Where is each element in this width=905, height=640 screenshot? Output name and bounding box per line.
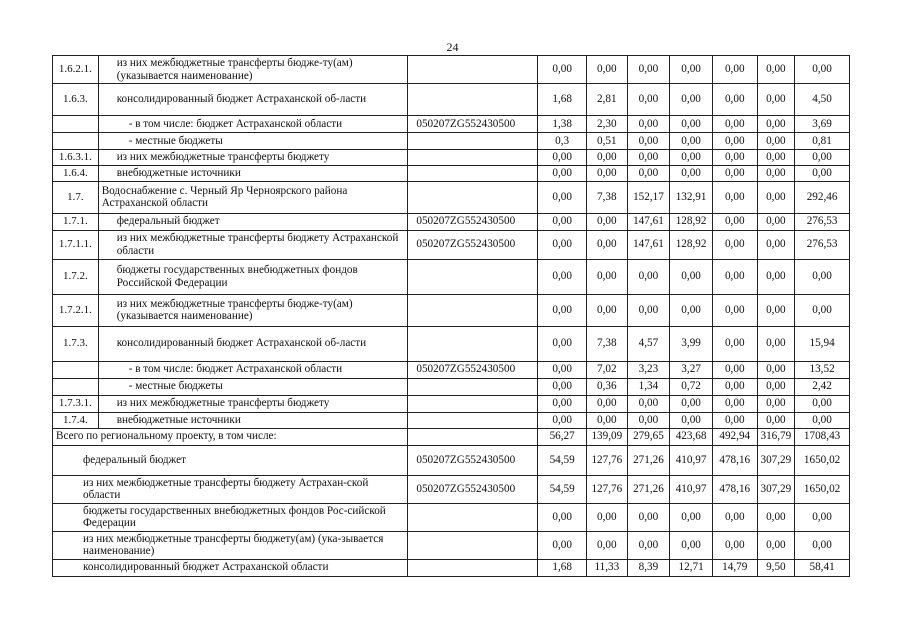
value-cell: 3,23 — [627, 361, 670, 378]
row-number: 1.7.4. — [53, 412, 99, 428]
value-cell: 0,00 — [757, 531, 795, 559]
table-row — [53, 165, 850, 181]
row-number: 1.7.2. — [53, 259, 99, 294]
value-cell: 56,27 — [538, 428, 587, 445]
value-cell: 0,00 — [538, 181, 587, 213]
value-cell: 7,38 — [587, 181, 628, 213]
value-cell: 127,76 — [587, 445, 628, 475]
row-name: - в том числе: бюджет Астраханской области — [98, 361, 408, 378]
total-row — [53, 475, 850, 503]
value-cell: 0,00 — [712, 181, 757, 213]
value-cell: 4,50 — [795, 84, 850, 116]
value-cell: 0,00 — [538, 56, 587, 84]
value-cell: 492,94 — [712, 428, 757, 445]
value-cell: 0,00 — [757, 412, 795, 428]
value-cell: 0,00 — [712, 133, 757, 150]
budget-code — [408, 395, 538, 412]
row-name: внебюджетные источники — [98, 165, 408, 181]
value-cell: 139,09 — [587, 428, 628, 445]
value-cell: 54,59 — [538, 475, 587, 503]
value-cell: 0,00 — [795, 531, 850, 559]
page-number: 24 — [446, 40, 459, 54]
value-cell: 410,97 — [670, 475, 713, 503]
budget-code: 050207ZG552430500 — [408, 361, 538, 378]
budget-code: 050207ZG552430500 — [408, 213, 538, 230]
value-cell: 0,00 — [795, 412, 850, 428]
value-cell: 0,00 — [757, 213, 795, 230]
budget-code: 050207ZG552430500 — [408, 230, 538, 259]
value-cell: 0,00 — [795, 259, 850, 294]
table-row — [53, 259, 850, 294]
row-name: федеральный бюджет — [98, 213, 408, 230]
budget-code: 050207ZG552430500 — [408, 445, 538, 475]
value-cell: 0,00 — [757, 378, 795, 395]
value-cell: 13,52 — [795, 361, 850, 378]
table-row — [53, 213, 850, 230]
row-name: из них межбюджетные трансферты бюджету — [98, 150, 408, 166]
table-row — [53, 133, 850, 150]
value-cell: 0,00 — [627, 165, 670, 181]
value-cell: 0,00 — [757, 259, 795, 294]
value-cell: 0,00 — [670, 503, 713, 531]
row-name: из них межбюджетные трансферты бюджету Астраханской области — [98, 230, 408, 259]
value-cell: 0,00 — [670, 150, 713, 166]
value-cell: 276,53 — [795, 230, 850, 259]
value-cell: 0,00 — [587, 412, 628, 428]
value-cell: 0,00 — [712, 503, 757, 531]
value-cell: 11,33 — [587, 559, 628, 576]
value-cell: 0,00 — [587, 56, 628, 84]
value-cell: 7,02 — [587, 361, 628, 378]
value-cell: 0,00 — [712, 294, 757, 326]
total-row — [53, 559, 850, 576]
value-cell: 54,59 — [538, 445, 587, 475]
value-cell: 1650,02 — [795, 475, 850, 503]
value-cell: 0,00 — [538, 378, 587, 395]
value-cell: 0,00 — [538, 361, 587, 378]
total-name: бюджеты государственных внебюджетных фондов Рос-сийской Федерации — [53, 503, 408, 531]
value-cell: 0,00 — [757, 133, 795, 150]
table-row — [53, 326, 850, 361]
value-cell: 0,72 — [670, 378, 713, 395]
value-cell: 1,38 — [538, 116, 587, 133]
value-cell: 0,00 — [795, 294, 850, 326]
total-name: консолидированный бюджет Астраханской области — [53, 559, 408, 576]
value-cell: 271,26 — [627, 445, 670, 475]
budget-code — [408, 412, 538, 428]
value-cell: 0,00 — [538, 165, 587, 181]
table-row — [53, 361, 850, 378]
value-cell: 0,00 — [670, 56, 713, 84]
value-cell: 1708,43 — [795, 428, 850, 445]
value-cell: 0,00 — [627, 531, 670, 559]
value-cell: 423,68 — [670, 428, 713, 445]
value-cell: 3,69 — [795, 116, 850, 133]
value-cell: 2,81 — [587, 84, 628, 116]
table-row — [53, 84, 850, 116]
value-cell: 0,00 — [670, 84, 713, 116]
total-row — [53, 531, 850, 559]
value-cell: 0,00 — [627, 56, 670, 84]
table-row — [53, 56, 850, 84]
budget-code — [408, 378, 538, 395]
row-number: 1.7.3. — [53, 326, 99, 361]
budget-code — [408, 294, 538, 326]
value-cell: 1,68 — [538, 559, 587, 576]
value-cell: 0,00 — [627, 259, 670, 294]
value-cell: 0,00 — [712, 230, 757, 259]
row-name: - местные бюджеты — [98, 133, 408, 150]
value-cell: 316,79 — [757, 428, 795, 445]
value-cell: 0,00 — [538, 503, 587, 531]
value-cell: 58,41 — [795, 559, 850, 576]
value-cell: 0,00 — [712, 395, 757, 412]
budget-code — [408, 326, 538, 361]
value-cell: 0,00 — [670, 133, 713, 150]
value-cell: 147,61 — [627, 230, 670, 259]
table-row — [53, 378, 850, 395]
budget-code — [408, 503, 538, 531]
value-cell: 0,00 — [757, 116, 795, 133]
value-cell: 0,00 — [712, 84, 757, 116]
value-cell: 8,39 — [627, 559, 670, 576]
budget-code — [408, 56, 538, 84]
value-cell: 0,00 — [712, 378, 757, 395]
value-cell: 0,00 — [757, 56, 795, 84]
value-cell: 2,42 — [795, 378, 850, 395]
value-cell: 478,16 — [712, 445, 757, 475]
value-cell: 0,00 — [587, 230, 628, 259]
row-name: из них межбюджетные трансферты бюджету — [98, 395, 408, 412]
value-cell: 132,91 — [670, 181, 713, 213]
row-number — [53, 361, 99, 378]
value-cell: 0,00 — [712, 361, 757, 378]
total-name: из них межбюджетные трансферты бюджету(ам) (ука-зывается наименование) — [53, 531, 408, 559]
value-cell: 0,00 — [538, 294, 587, 326]
value-cell: 3,27 — [670, 361, 713, 378]
value-cell: 0,00 — [538, 150, 587, 166]
table-row — [53, 230, 850, 259]
value-cell: 0,00 — [757, 361, 795, 378]
table-row — [53, 116, 850, 133]
budget-code: 050207ZG552430500 — [408, 116, 538, 133]
value-cell: 0,00 — [670, 294, 713, 326]
total-row — [53, 445, 850, 475]
value-cell: 0,00 — [538, 395, 587, 412]
total-row — [53, 428, 850, 445]
value-cell: 0,00 — [670, 395, 713, 412]
value-cell: 0,00 — [757, 165, 795, 181]
row-number: 1.7.3.1. — [53, 395, 99, 412]
value-cell: 127,76 — [587, 475, 628, 503]
value-cell: 0,00 — [538, 326, 587, 361]
value-cell: 4,57 — [627, 326, 670, 361]
value-cell: 276,53 — [795, 213, 850, 230]
row-name: бюджеты государственных внебюджетных фондов Российской Федерации — [98, 259, 408, 294]
value-cell: 0,00 — [670, 116, 713, 133]
row-number — [53, 378, 99, 395]
value-cell: 0,00 — [712, 326, 757, 361]
value-cell: 0,00 — [627, 503, 670, 531]
value-cell: 0,00 — [538, 259, 587, 294]
value-cell: 0,00 — [587, 294, 628, 326]
value-cell: 1,34 — [627, 378, 670, 395]
value-cell: 0,00 — [712, 259, 757, 294]
row-number: 1.7.1.1. — [53, 230, 99, 259]
value-cell: 0,00 — [757, 503, 795, 531]
value-cell: 478,16 — [712, 475, 757, 503]
row-name: внебюджетные источники — [98, 412, 408, 428]
value-cell: 0,00 — [712, 150, 757, 166]
value-cell: 0,00 — [587, 531, 628, 559]
value-cell: 0,00 — [712, 412, 757, 428]
row-name: из них межбюджетные трансферты бюдже-ту(ам) (указывается наименование) — [98, 56, 408, 84]
value-cell: 0,00 — [795, 395, 850, 412]
row-name: Водоснабжение с. Черный Яр Черноярского района Астраханской области — [98, 181, 408, 213]
budget-code — [408, 259, 538, 294]
row-name: консолидированный бюджет Астраханской об-ласти — [98, 326, 408, 361]
total-name: из них межбюджетные трансферты бюджету Астрахан-ской области — [53, 475, 408, 503]
budget-code — [408, 133, 538, 150]
value-cell: 307,29 — [757, 445, 795, 475]
budget-code: 050207ZG552430500 — [408, 475, 538, 503]
value-cell: 14,79 — [712, 559, 757, 576]
value-cell: 128,92 — [670, 230, 713, 259]
value-cell: 279,65 — [627, 428, 670, 445]
value-cell: 0,00 — [538, 412, 587, 428]
value-cell: 0,00 — [627, 395, 670, 412]
row-name: консолидированный бюджет Астраханской об-ласти — [98, 84, 408, 116]
value-cell: 0,00 — [712, 116, 757, 133]
budget-table — [52, 55, 850, 577]
value-cell: 0,00 — [757, 395, 795, 412]
table-row — [53, 294, 850, 326]
table-row — [53, 150, 850, 166]
budget-code — [408, 150, 538, 166]
value-cell: 0,00 — [587, 165, 628, 181]
value-cell: 292,46 — [795, 181, 850, 213]
table-row — [53, 181, 850, 213]
value-cell: 0,36 — [587, 378, 628, 395]
value-cell: 0,00 — [627, 84, 670, 116]
budget-code — [408, 428, 538, 445]
value-cell: 0,00 — [757, 84, 795, 116]
value-cell: 0,3 — [538, 133, 587, 150]
value-cell: 152,17 — [627, 181, 670, 213]
row-number — [53, 116, 99, 133]
value-cell: 7,38 — [587, 326, 628, 361]
value-cell: 0,00 — [670, 259, 713, 294]
value-cell: 0,51 — [587, 133, 628, 150]
value-cell: 0,00 — [670, 531, 713, 559]
value-cell: 12,71 — [670, 559, 713, 576]
budget-code — [408, 165, 538, 181]
budget-code — [408, 181, 538, 213]
value-cell: 1650,02 — [795, 445, 850, 475]
value-cell: 0,00 — [795, 56, 850, 84]
value-cell: 0,00 — [757, 326, 795, 361]
value-cell: 0,00 — [587, 213, 628, 230]
value-cell: 0,00 — [757, 181, 795, 213]
row-number: 1.6.3.1. — [53, 150, 99, 166]
total-row — [53, 503, 850, 531]
value-cell: 410,97 — [670, 445, 713, 475]
value-cell: 0,00 — [587, 150, 628, 166]
row-number — [53, 133, 99, 150]
value-cell: 3,99 — [670, 326, 713, 361]
value-cell: 0,00 — [712, 213, 757, 230]
row-number: 1.6.4. — [53, 165, 99, 181]
value-cell: 128,92 — [670, 213, 713, 230]
value-cell: 271,26 — [627, 475, 670, 503]
value-cell: 0,00 — [627, 150, 670, 166]
value-cell: 0,00 — [587, 395, 628, 412]
budget-code — [408, 531, 538, 559]
value-cell: 147,61 — [627, 213, 670, 230]
value-cell: 0,00 — [538, 213, 587, 230]
value-cell: 0,00 — [627, 133, 670, 150]
value-cell: 0,00 — [627, 116, 670, 133]
row-number: 1.7.2.1. — [53, 294, 99, 326]
row-name: - в том числе: бюджет Астраханской области — [98, 116, 408, 133]
value-cell: 0,00 — [670, 412, 713, 428]
row-number: 1.7.1. — [53, 213, 99, 230]
value-cell: 0,81 — [795, 133, 850, 150]
value-cell: 0,00 — [757, 230, 795, 259]
row-number: 1.6.3. — [53, 84, 99, 116]
value-cell: 0,00 — [712, 165, 757, 181]
budget-code — [408, 559, 538, 576]
value-cell: 0,00 — [795, 165, 850, 181]
value-cell: 0,00 — [627, 294, 670, 326]
row-name: из них межбюджетные трансферты бюдже-ту(ам) (указывается наименование) — [98, 294, 408, 326]
value-cell: 0,00 — [795, 503, 850, 531]
row-number: 1.6.2.1. — [53, 56, 99, 84]
value-cell: 0,00 — [795, 150, 850, 166]
value-cell: 0,00 — [587, 503, 628, 531]
value-cell: 0,00 — [627, 412, 670, 428]
value-cell: 15,94 — [795, 326, 850, 361]
value-cell: 0,00 — [587, 259, 628, 294]
budget-code — [408, 84, 538, 116]
value-cell: 0,00 — [757, 150, 795, 166]
value-cell: 0,00 — [757, 294, 795, 326]
value-cell: 307,29 — [757, 475, 795, 503]
value-cell: 0,00 — [712, 531, 757, 559]
value-cell: 0,00 — [670, 165, 713, 181]
value-cell: 1,68 — [538, 84, 587, 116]
row-number: 1.7. — [53, 181, 99, 213]
total-name: федеральный бюджет — [53, 445, 408, 475]
value-cell: 0,00 — [712, 56, 757, 84]
value-cell: 0,00 — [538, 230, 587, 259]
value-cell: 0,00 — [538, 531, 587, 559]
row-name: - местные бюджеты — [98, 378, 408, 395]
value-cell: 2,30 — [587, 116, 628, 133]
table-row — [53, 395, 850, 412]
value-cell: 9,50 — [757, 559, 795, 576]
total-name: Всего по региональному проекту, в том числе: — [53, 428, 408, 445]
table-row — [53, 412, 850, 428]
